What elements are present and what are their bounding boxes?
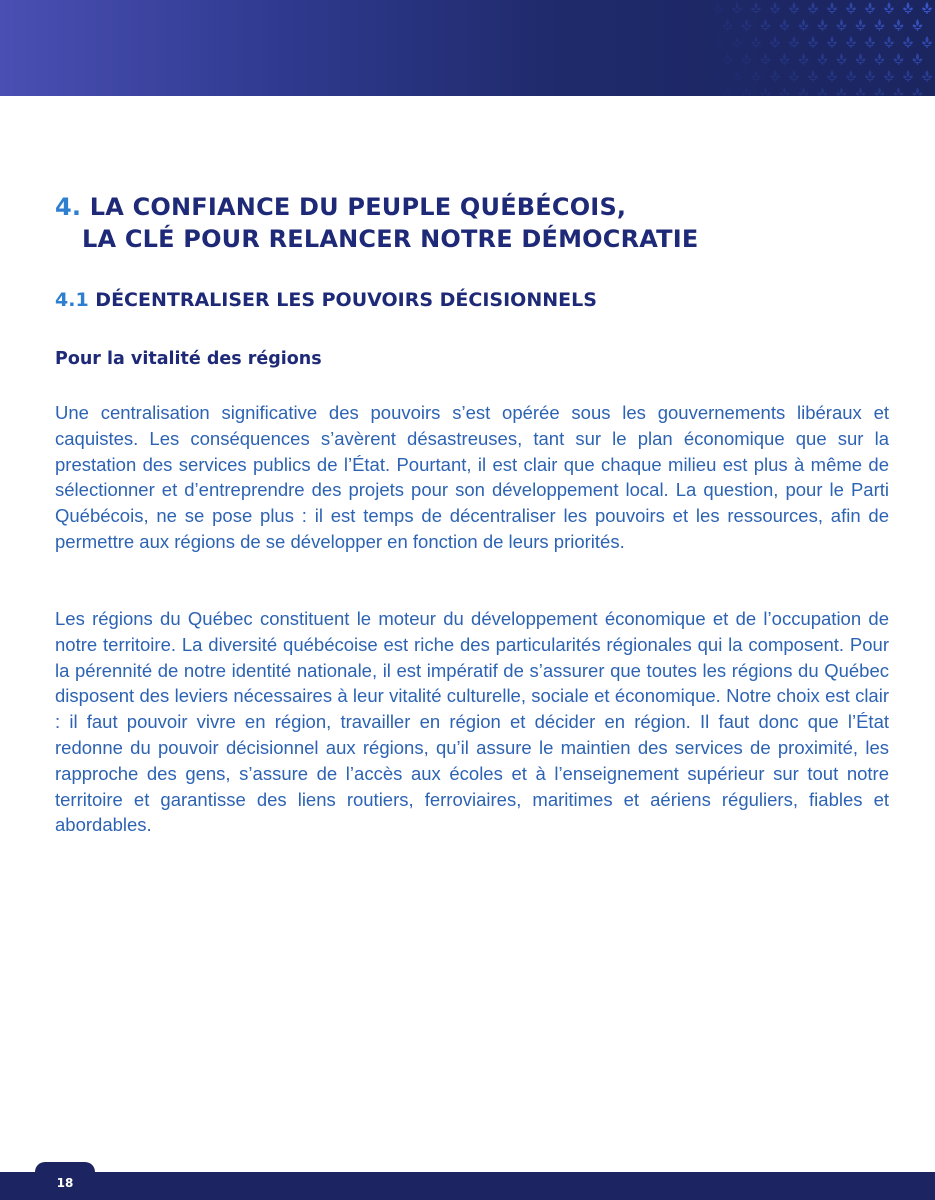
fleur-de-lis-icon: [751, 36, 761, 48]
fleur-de-lis-icon: [827, 2, 837, 14]
fleur-de-lis-icon: [799, 87, 809, 96]
fleur-de-lis-icon: [846, 70, 856, 82]
fleur-de-lis-icon: [894, 87, 904, 96]
fleur-de-lis-icon: [761, 53, 771, 65]
page-number-tab: [35, 1162, 95, 1200]
fleur-de-lis-icon: [789, 36, 799, 48]
fleur-de-lis-icon: [922, 2, 932, 14]
fleur-de-lis-icon: [799, 19, 809, 31]
fleur-de-lis-icon: [808, 70, 818, 82]
fleur-de-lis-icon: [865, 2, 875, 14]
section-title-text-1: LA CONFIANCE DU PEUPLE QUÉBÉCOIS,: [89, 193, 627, 221]
fleur-de-lis-icon: [732, 2, 742, 14]
fleur-de-lis-icon: [837, 53, 847, 65]
fleur-de-lis-icon: [770, 70, 780, 82]
fleur-de-lis-icon: [723, 19, 733, 31]
fleur-de-lis-icon: [875, 87, 885, 96]
header-band: [0, 0, 935, 96]
fleur-de-lis-icon: [732, 70, 742, 82]
fleur-de-lis-icon: [751, 70, 761, 82]
fleur-de-lis-icon: [894, 19, 904, 31]
fleur-de-lis-icon: [827, 36, 837, 48]
body-paragraph-2: Les régions du Québec constituent le moteur du développement économique et de l’occupation de notre territoire. La diversité québécoise est riche des particularités régionales qui la composent. Pour la pérennité de notre identité nationale, il est impératif de s’assurer que toutes les régions du Québec disposent des leviers nécessaires à leur vitalité culturelle, sociale et économique. Notre choix est clair : il faut pouvoir vivre en région, travailler en région et décider en région. Il faut donc que l’État redonne du pouvoir décisionnel aux régions, qu’il assure le maintien des services de proximité, les rapproche des gens, s’assure de l’accès aux écoles et à l’enseignement supérieur sur tout notre territoire et garantisse des liens routiers, ferroviaires, maritimes et aériens réguliers, fiables et abordables.: [55, 608, 889, 836]
subsection-title: [55, 286, 597, 314]
fleur-de-lis-icon: [856, 53, 866, 65]
fleur-de-lis-icon: [846, 2, 856, 14]
fleur-de-lis-icon: [913, 19, 923, 31]
fleur-de-lis-icon: [903, 2, 913, 14]
fleur-de-lis-icon: [770, 2, 780, 14]
fleur-de-lis-pattern-icon: [705, 0, 935, 96]
fleur-de-lis-icon: [818, 87, 828, 96]
fleur-de-lis-icon: [818, 53, 828, 65]
fleur-de-lis-icon: [875, 19, 885, 31]
fleur-de-lis-icon: [742, 53, 752, 65]
fleur-de-lis-icon: [903, 70, 913, 82]
fleur-de-lis-icon: [922, 36, 932, 48]
fleur-de-lis-icon: [837, 19, 847, 31]
fleur-de-lis-icon: [761, 19, 771, 31]
fleur-de-lis-icon: [713, 70, 723, 82]
fleur-de-lis-icon: [903, 36, 913, 48]
fleur-de-lis-icon: [742, 19, 752, 31]
fleur-de-lis-icon: [837, 87, 847, 96]
fleur-de-lis-icon: [884, 2, 894, 14]
fleur-de-lis-icon: [723, 53, 733, 65]
fleur-de-lis-icon: [761, 87, 771, 96]
fleur-de-lis-icon: [884, 70, 894, 82]
fleur-de-lis-icon: [875, 53, 885, 65]
fleur-de-lis-icon: [865, 36, 875, 48]
body-paragraph-1: Une centralisation significative des pouvoirs s’est opérée sous les gouvernements libéraux et caquistes. Les conséquences s’avèrent désastreuses, tant sur le plan économique que sur la prestation des services publics de l’État. Pourtant, il est clair que chaque milieu est plus à même de sélectionner et d’entreprendre des projets pour son développement local. La question, pour le Parti Québécois, ne se pose plus : il est temps de décentraliser les pouvoirs et les ressources, afin de permettre aux régions de se développer en fonction de leurs priorités.: [55, 402, 889, 552]
fleur-de-lis-icon: [770, 36, 780, 48]
section-title: [55, 191, 698, 255]
fleur-de-lis-icon: [808, 2, 818, 14]
section-title-line-2: LA CLÉ POUR RELANCER NOTRE DÉMOCRATIE: [82, 225, 699, 253]
fleur-de-lis-icon: [922, 70, 932, 82]
fleur-de-lis-icon: [732, 36, 742, 48]
page-number: 18: [56, 1176, 74, 1190]
fleur-de-lis-icon: [808, 36, 818, 48]
fleur-de-lis-icon: [780, 19, 790, 31]
fleur-de-lis-icon: [723, 87, 733, 96]
section-number: 4.: [55, 193, 82, 221]
fleur-de-lis-icon: [742, 87, 752, 96]
fleur-de-lis-icon: [789, 2, 799, 14]
fleur-de-lis-icon: [780, 53, 790, 65]
subsection-number: 4.1: [55, 289, 89, 311]
fleur-de-lis-icon: [713, 2, 723, 14]
section-title-line-1: [55, 191, 698, 223]
subsection-title-text: DÉCENTRALISER LES POUVOIRS DÉCISIONNELS: [95, 289, 597, 311]
fleur-de-lis-icon: [818, 19, 828, 31]
fleur-de-lis-icon: [827, 70, 837, 82]
fleur-de-lis-icon: [751, 2, 761, 14]
fleur-de-lis-icon: [884, 36, 894, 48]
fleur-de-lis-icon: [780, 87, 790, 96]
fleur-de-lis-icon: [913, 53, 923, 65]
fleur-de-lis-icon: [913, 87, 923, 96]
footer-band: [0, 1172, 935, 1200]
fleur-de-lis-icon: [894, 53, 904, 65]
sub-heading: Pour la vitalité des régions: [55, 349, 322, 369]
fleur-de-lis-icon: [846, 36, 856, 48]
fleur-de-lis-icon: [799, 53, 809, 65]
fleur-de-lis-icon: [856, 87, 866, 96]
fleur-de-lis-icon: [713, 36, 723, 48]
fleur-de-lis-icon: [789, 70, 799, 82]
fleur-de-lis-icon: [856, 19, 866, 31]
fleur-de-lis-icon: [865, 70, 875, 82]
